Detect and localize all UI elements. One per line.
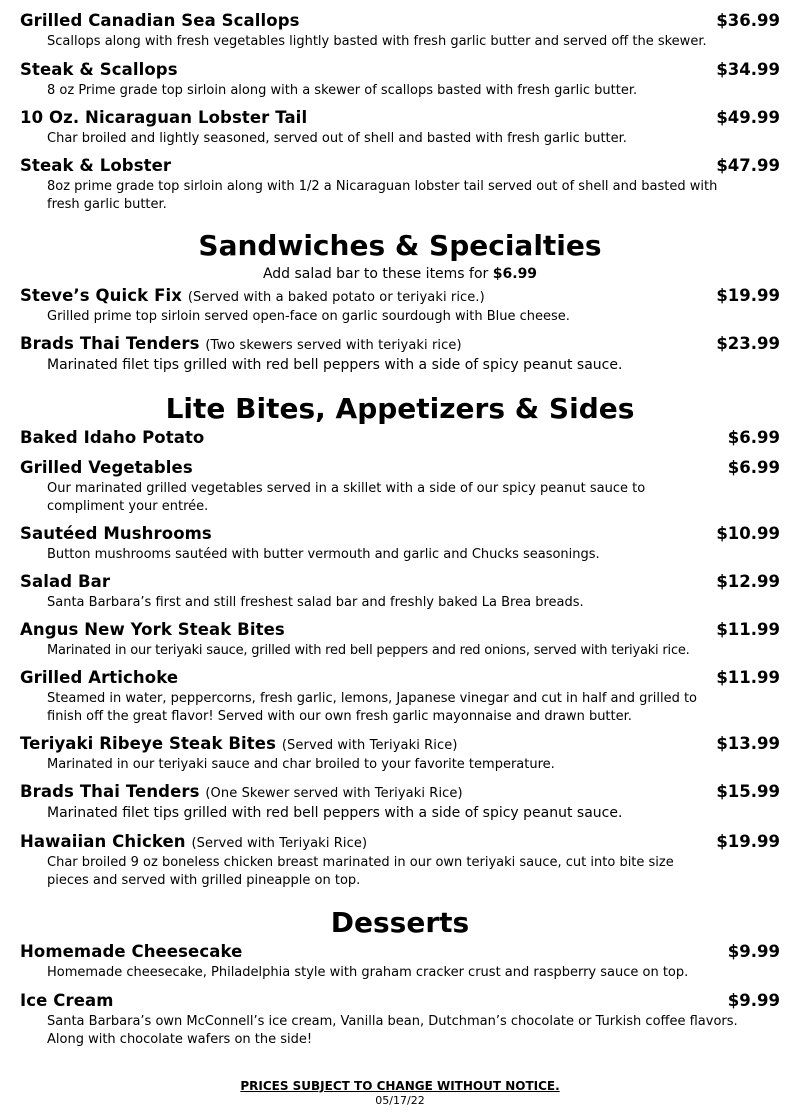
item-description: Steamed in water, peppercorns, fresh garlic, lemons, Japanese vinegar and cut in half and grilled to finish off the great flavor! Served with our own fresh garlic mayonnaise and drawn butter. <box>47 691 697 724</box>
salad-bar-addon-note <box>0 266 800 282</box>
item-name: Steak & Lobster <box>20 156 172 175</box>
menu-item <box>20 572 780 612</box>
item-price: $34.99 <box>716 60 780 79</box>
item-name-text: Brads Thai Tenders <box>20 334 200 353</box>
item-price: $10.99 <box>716 524 780 543</box>
menu-item <box>20 428 780 450</box>
item-price: $47.99 <box>716 156 780 175</box>
item-name <box>20 334 462 353</box>
item-name: Salad Bar <box>20 572 111 591</box>
item-description: Marinated filet tips grilled with red bell peppers with a side of spicy peanut sauce. <box>47 805 623 821</box>
item-name: Angus New York Steak Bites <box>20 620 285 639</box>
addon-note-text: Add salad bar to these items for <box>262 266 493 282</box>
item-note: (One Skewer served with Teriyaki Rice) <box>205 786 463 801</box>
item-price: $11.99 <box>716 620 780 639</box>
item-price: $49.99 <box>716 108 780 127</box>
section-title-sandwiches: Sandwiches & Specialties <box>198 229 602 262</box>
item-name-text: Hawaiian Chicken <box>20 832 186 851</box>
item-description: 8 oz Prime grade top sirloin along with a skewer of scallops basted with fresh garlic butter. <box>47 83 638 98</box>
item-price: $36.99 <box>716 11 780 30</box>
item-name-text: Teriyaki Ribeye Steak Bites <box>20 734 277 753</box>
item-price: $9.99 <box>727 991 780 1010</box>
menu-item <box>20 11 780 51</box>
menu-item <box>20 832 780 890</box>
item-name: Grilled Vegetables <box>20 458 193 477</box>
addon-note-price: $6.99 <box>492 266 538 282</box>
menu-item <box>20 620 780 660</box>
item-description: Grilled prime top sirloin served open-face on garlic sourdough with Blue cheese. <box>47 309 570 324</box>
item-description: Santa Barbara’s first and still freshest salad bar and freshly baked La Brea breads. <box>47 595 584 610</box>
item-price: $6.99 <box>727 458 780 477</box>
item-name-text: Steve’s Quick Fix <box>20 286 182 305</box>
section-title-desserts: Desserts <box>330 906 470 939</box>
menu-item <box>20 60 780 100</box>
item-description: Scallops along with fresh vegetables lightly basted with fresh garlic butter and served off the skewer. <box>47 34 707 49</box>
menu-item <box>20 782 780 822</box>
item-description: Char broiled and lightly seasoned, served out of shell and basted with fresh garlic butter. <box>47 131 627 146</box>
item-description: Marinated in our teriyaki sauce, grilled with red bell peppers and red onions, served with teriyaki rice. <box>47 643 690 658</box>
item-name <box>20 782 463 801</box>
section-title-lite-bites: Lite Bites, Appetizers & Sides <box>165 392 635 425</box>
item-name: Ice Cream <box>20 991 114 1010</box>
footer <box>0 1079 800 1107</box>
item-price: $9.99 <box>727 942 780 961</box>
item-description: Homemade cheesecake, Philadelphia style with graham cracker crust and raspberry sauce on top. <box>47 965 689 980</box>
price-notice: PRICES SUBJECT TO CHANGE WITHOUT NOTICE. <box>240 1079 560 1093</box>
item-name: Grilled Artichoke <box>20 668 179 687</box>
item-name: 10 Oz. Nicaraguan Lobster Tail <box>20 108 308 127</box>
menu-item <box>20 991 780 1049</box>
menu-item <box>20 524 780 564</box>
item-price: $13.99 <box>716 734 780 753</box>
item-name <box>20 832 367 851</box>
item-description: Button mushrooms sautéed with butter vermouth and garlic and Chucks seasonings. <box>47 547 600 562</box>
item-price: $23.99 <box>716 334 780 353</box>
item-name-text: Brads Thai Tenders <box>20 782 200 801</box>
menu-item <box>20 156 780 214</box>
item-name: Sautéed Mushrooms <box>20 524 212 543</box>
menu-date: 05/17/22 <box>375 1094 425 1107</box>
item-note: (Two skewers served with teriyaki rice) <box>205 338 462 353</box>
menu-item <box>20 108 780 148</box>
item-description: Marinated in our teriyaki sauce and char broiled to your favorite temperature. <box>47 757 555 772</box>
item-price: $12.99 <box>716 572 780 591</box>
item-note: (Served with Teriyaki Rice) <box>191 836 368 851</box>
item-name <box>20 734 458 753</box>
item-price: $11.99 <box>716 668 780 687</box>
item-description: Santa Barbara’s own McConnell’s ice cream, Vanilla bean, Dutchman’s chocolate or Turkish coffee flavors. Along with chocolate wafers on the side! <box>47 1014 738 1047</box>
item-note: (Served with Teriyaki Rice) <box>281 738 458 753</box>
item-name: Baked Idaho Potato <box>20 428 205 447</box>
menu-item <box>20 734 780 774</box>
item-note: (Served with a baked potato or teriyaki rice.) <box>187 290 485 305</box>
menu-item <box>20 286 780 326</box>
item-name: Homemade Cheesecake <box>20 942 243 961</box>
item-price: $15.99 <box>716 782 780 801</box>
item-name <box>20 286 485 305</box>
item-description: Our marinated grilled vegetables served in a skillet with a side of our spicy peanut sauce to compliment your entrée. <box>47 481 646 514</box>
item-description: 8oz prime grade top sirloin along with 1/2 a Nicaraguan lobster tail served out of shell and basted with fresh garlic butter. <box>47 179 718 212</box>
menu-item <box>20 458 780 516</box>
menu-item <box>20 334 780 374</box>
item-price: $19.99 <box>716 286 780 305</box>
item-name: Grilled Canadian Sea Scallops <box>20 11 300 30</box>
item-description: Marinated filet tips grilled with red bell peppers with a side of spicy peanut sauce. <box>47 357 623 373</box>
item-name: Steak & Scallops <box>20 60 178 79</box>
menu-item <box>20 942 780 982</box>
item-description: Char broiled 9 oz boneless chicken breast marinated in our own teriyaki sauce, cut into bite size pieces and served with grilled pineapple on top. <box>47 855 674 888</box>
item-price: $6.99 <box>727 428 780 447</box>
item-price: $19.99 <box>716 832 780 851</box>
menu-item <box>20 668 780 726</box>
